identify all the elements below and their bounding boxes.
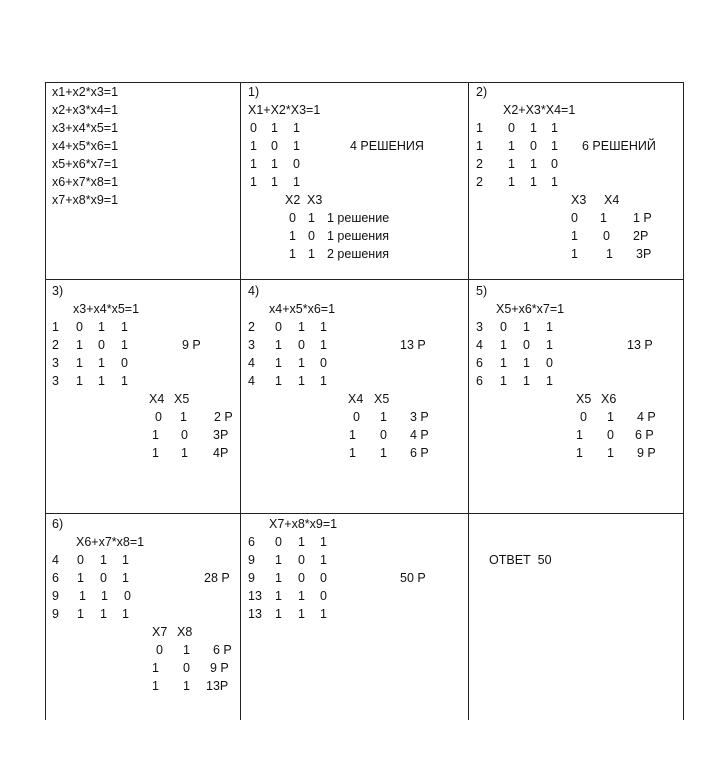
step-number: 2) [476,85,488,99]
table-cell: 0 [250,121,257,135]
table-cell: 6 [476,356,483,370]
sub-cell: 1 решение [327,211,390,225]
step-equation: X2+X3*X4=1 [503,103,576,117]
table-cell: 1 [293,139,300,153]
table-cell: 1 [320,374,327,388]
sub-cell: 0 [603,229,610,243]
sub-cell: 1 [380,446,387,460]
table-cell: 1 [275,607,282,621]
table-cell: 4 [476,338,483,352]
table-cell: 1 [98,374,105,388]
table-cell: 1 [523,356,530,370]
table-cell: 1 [320,320,327,334]
sub-header: X3 [571,193,587,207]
table-cell: 1 [271,175,278,189]
table-cell: 1 [546,320,553,334]
sub-cell: 4 Р [410,428,429,442]
table-border-left [45,82,46,720]
table-cell: 1 [500,374,507,388]
sub-cell: 1 [308,247,315,261]
sub-cell: 1 [576,428,583,442]
table-cell: 0 [98,338,105,352]
table-cell: 0 [124,589,131,603]
step-number: 3) [52,284,64,298]
sub-header: X4 [604,193,620,207]
table-cell: 1 [298,607,305,621]
sub-cell: 0 [155,410,162,424]
table-cell: 0 [320,356,327,370]
sub-header: X6 [601,392,617,406]
table-cell: 1 [500,338,507,352]
table-cell: 1 [298,320,305,334]
table-cell: 0 [320,589,327,603]
table-row-divider-2 [45,513,684,514]
table-cell: 1 [77,607,84,621]
sub-header: X5 [576,392,592,406]
sub-cell: 9 Р [637,446,656,460]
step-number: 5) [476,284,488,298]
table-cell: 1 [121,320,128,334]
table-cell: 9 [248,553,255,567]
table-cell: 0 [546,356,553,370]
table-cell: 1 [546,338,553,352]
sub-cell: 1 [308,211,315,225]
table-cell: 1 [298,589,305,603]
table-cell: 13 [248,589,262,603]
table-cell: 1 [250,139,257,153]
table-cell: 0 [100,571,107,585]
sub-cell: 0 [571,211,578,225]
sub-cell: 1 [607,446,614,460]
table-cell: 1 [101,589,108,603]
table-cell: 1 [275,571,282,585]
table-cell: 1 [546,374,553,388]
table-cell: 3 [52,374,59,388]
table-cell: 2 [476,157,483,171]
table-cell: 0 [298,571,305,585]
sub-cell: 1 [606,247,613,261]
step-equation: X7+x8*x9=1 [269,517,338,531]
table-cell: 1 [320,338,327,352]
sub-cell: 1 [600,211,607,225]
sub-cell: 1 [607,410,614,424]
equation-line: x4+x5*x6=1 [52,139,119,153]
step-number: 4) [248,284,260,298]
sub-cell: 0 [289,211,296,225]
sub-cell: 1 [183,679,190,693]
sub-header: X4 [149,392,165,406]
sub-cell: 1 [349,446,356,460]
table-cell: 1 [98,356,105,370]
table-cell: 0 [320,571,327,585]
table-cell: 1 [476,121,483,135]
sub-cell: 3Р [636,247,652,261]
table-cell: 0 [76,320,83,334]
sub-cell: 1 [181,446,188,460]
sub-header: X5 [174,392,190,406]
sub-cell: 6 Р [410,446,429,460]
equation-line: x5+x6*x7=1 [52,157,119,171]
table-cell: 1 [275,589,282,603]
sub-cell: 2Р [633,229,649,243]
table-cell: 1 [523,374,530,388]
table-cell: 9 [52,589,59,603]
table-cell: 0 [508,121,515,135]
sub-header: X7 [152,625,168,639]
table-cell: 0 [551,157,558,171]
table-cell: 3 [52,356,59,370]
table-cell: 1 [76,374,83,388]
table-cell: 1 [100,607,107,621]
table-col-divider-1 [240,82,241,720]
table-cell: 2 [52,338,59,352]
table-cell: 1 [508,139,515,153]
solutions-total: 13 Р [400,338,426,352]
table-cell: 1 [100,553,107,567]
table-cell: 0 [500,320,507,334]
table-cell: 1 [320,553,327,567]
sub-header: X4 [348,392,364,406]
table-cell: 6 [476,374,483,388]
sub-cell: 13Р [206,679,229,693]
step-number: 1) [248,85,260,99]
table-cell: 1 [508,175,515,189]
table-cell: 2 [476,175,483,189]
table-cell: 1 [98,320,105,334]
table-cell: 1 [52,320,59,334]
sub-cell: 3Р [213,428,229,442]
table-cell: 1 [476,139,483,153]
table-cell: 1 [275,374,282,388]
sub-cell: 1 [571,247,578,261]
table-cell: 1 [250,175,257,189]
table-cell: 1 [320,535,327,549]
sub-cell: 1 Р [633,211,652,225]
sub-cell: 1 [152,446,159,460]
table-cell: 1 [271,157,278,171]
table-cell: 0 [298,553,305,567]
table-cell: 1 [122,607,129,621]
table-border-right [683,82,684,720]
table-cell: 1 [530,157,537,171]
sub-cell: 2 Р [214,410,233,424]
equation-line: x3+x4*x5=1 [52,121,119,135]
table-cell: 0 [530,139,537,153]
table-cell: 1 [523,320,530,334]
table-cell: 2 [248,320,255,334]
table-cell: 1 [508,157,515,171]
step-equation: x3+x4*x5=1 [73,302,140,316]
table-cell: 1 [122,553,129,567]
table-cell: 6 [52,571,59,585]
solutions-total: 4 РЕШЕНИЯ [350,139,424,153]
equation-line: x2+x3*x4=1 [52,103,119,117]
sub-cell: 1 [180,410,187,424]
step-number: 6) [52,517,64,531]
table-cell: 1 [76,356,83,370]
step-equation: X5+x6*x7=1 [496,302,565,316]
solutions-total: 28 Р [204,571,230,585]
table-cell: 1 [275,553,282,567]
table-cell: 1 [551,121,558,135]
sub-cell: 0 [308,229,315,243]
table-cell: 1 [551,175,558,189]
equation-line: x7+x8*x9=1 [52,193,119,207]
sub-cell: 1 [152,661,159,675]
table-cell: 0 [298,338,305,352]
sub-header: X8 [177,625,193,639]
sub-cell: 6 Р [213,643,232,657]
sub-cell: 1 [576,446,583,460]
table-cell: 3 [248,338,255,352]
sub-cell: 0 [183,661,190,675]
table-cell: 4 [248,374,255,388]
equation-line: x1+x2*x3=1 [52,85,119,99]
table-cell: 1 [122,571,129,585]
equation-line: x6+x7*x8=1 [52,175,119,189]
sub-cell: 0 [380,428,387,442]
table-cell: 0 [121,356,128,370]
sub-cell: 0 [353,410,360,424]
table-cell: 1 [275,356,282,370]
table-cell: 1 [271,121,278,135]
table-cell: 13 [248,607,262,621]
sub-cell: 9 Р [210,661,229,675]
sub-cell: 1 [289,247,296,261]
table-cell: 1 [77,571,84,585]
table-cell: 4 [52,553,59,567]
table-border-top [45,82,684,83]
sub-cell: 1 [571,229,578,243]
step-equation: x4+x5*x6=1 [269,302,336,316]
table-col-divider-2 [468,82,469,720]
final-answer: ОТВЕТ 50 [489,553,552,567]
sub-cell: 1 [380,410,387,424]
sub-cell: 0 [607,428,614,442]
solutions-total: 6 РЕШЕНИЙ [582,139,656,153]
table-cell: 1 [530,175,537,189]
table-cell: 1 [293,175,300,189]
sub-cell: 4 Р [637,410,656,424]
solutions-total: 9 Р [182,338,201,352]
sub-cell: 0 [181,428,188,442]
table-cell: 1 [275,338,282,352]
sub-cell: 2 решения [327,247,389,261]
table-cell: 0 [275,535,282,549]
table-cell: 1 [298,535,305,549]
table-cell: 0 [293,157,300,171]
table-cell: 0 [271,139,278,153]
table-cell: 1 [530,121,537,135]
table-cell: 1 [293,121,300,135]
sub-cell: 3 Р [410,410,429,424]
step-equation: X1+X2*X3=1 [248,103,321,117]
table-cell: 1 [320,607,327,621]
table-row-divider-1 [45,279,684,280]
table-cell: 0 [523,338,530,352]
step-equation: X6+x7*x8=1 [76,535,145,549]
sub-cell: 0 [580,410,587,424]
table-cell: 4 [248,356,255,370]
sub-cell: 1 [152,679,159,693]
solutions-total: 50 Р [400,571,426,585]
table-cell: 0 [275,320,282,334]
sub-cell: 4Р [213,446,229,460]
table-cell: 1 [250,157,257,171]
table-cell: 3 [476,320,483,334]
sub-cell: 6 Р [635,428,654,442]
table-cell: 1 [76,338,83,352]
table-cell: 1 [298,374,305,388]
sub-cell: 1 [152,428,159,442]
sub-cell: 1 [289,229,296,243]
table-cell: 1 [500,356,507,370]
table-cell: 1 [121,338,128,352]
sub-cell: 1 решения [327,229,389,243]
table-cell: 1 [551,139,558,153]
table-cell: 9 [248,571,255,585]
sub-header: X2 [285,193,301,207]
sub-header: X3 [307,193,323,207]
table-cell: 0 [77,553,84,567]
table-cell: 9 [52,607,59,621]
sub-cell: 1 [183,643,190,657]
sub-header: X5 [374,392,390,406]
sub-cell: 1 [349,428,356,442]
table-cell: 1 [79,589,86,603]
table-cell: 1 [121,374,128,388]
sub-cell: 0 [156,643,163,657]
solutions-total: 13 Р [627,338,653,352]
table-cell: 1 [298,356,305,370]
table-cell: 6 [248,535,255,549]
